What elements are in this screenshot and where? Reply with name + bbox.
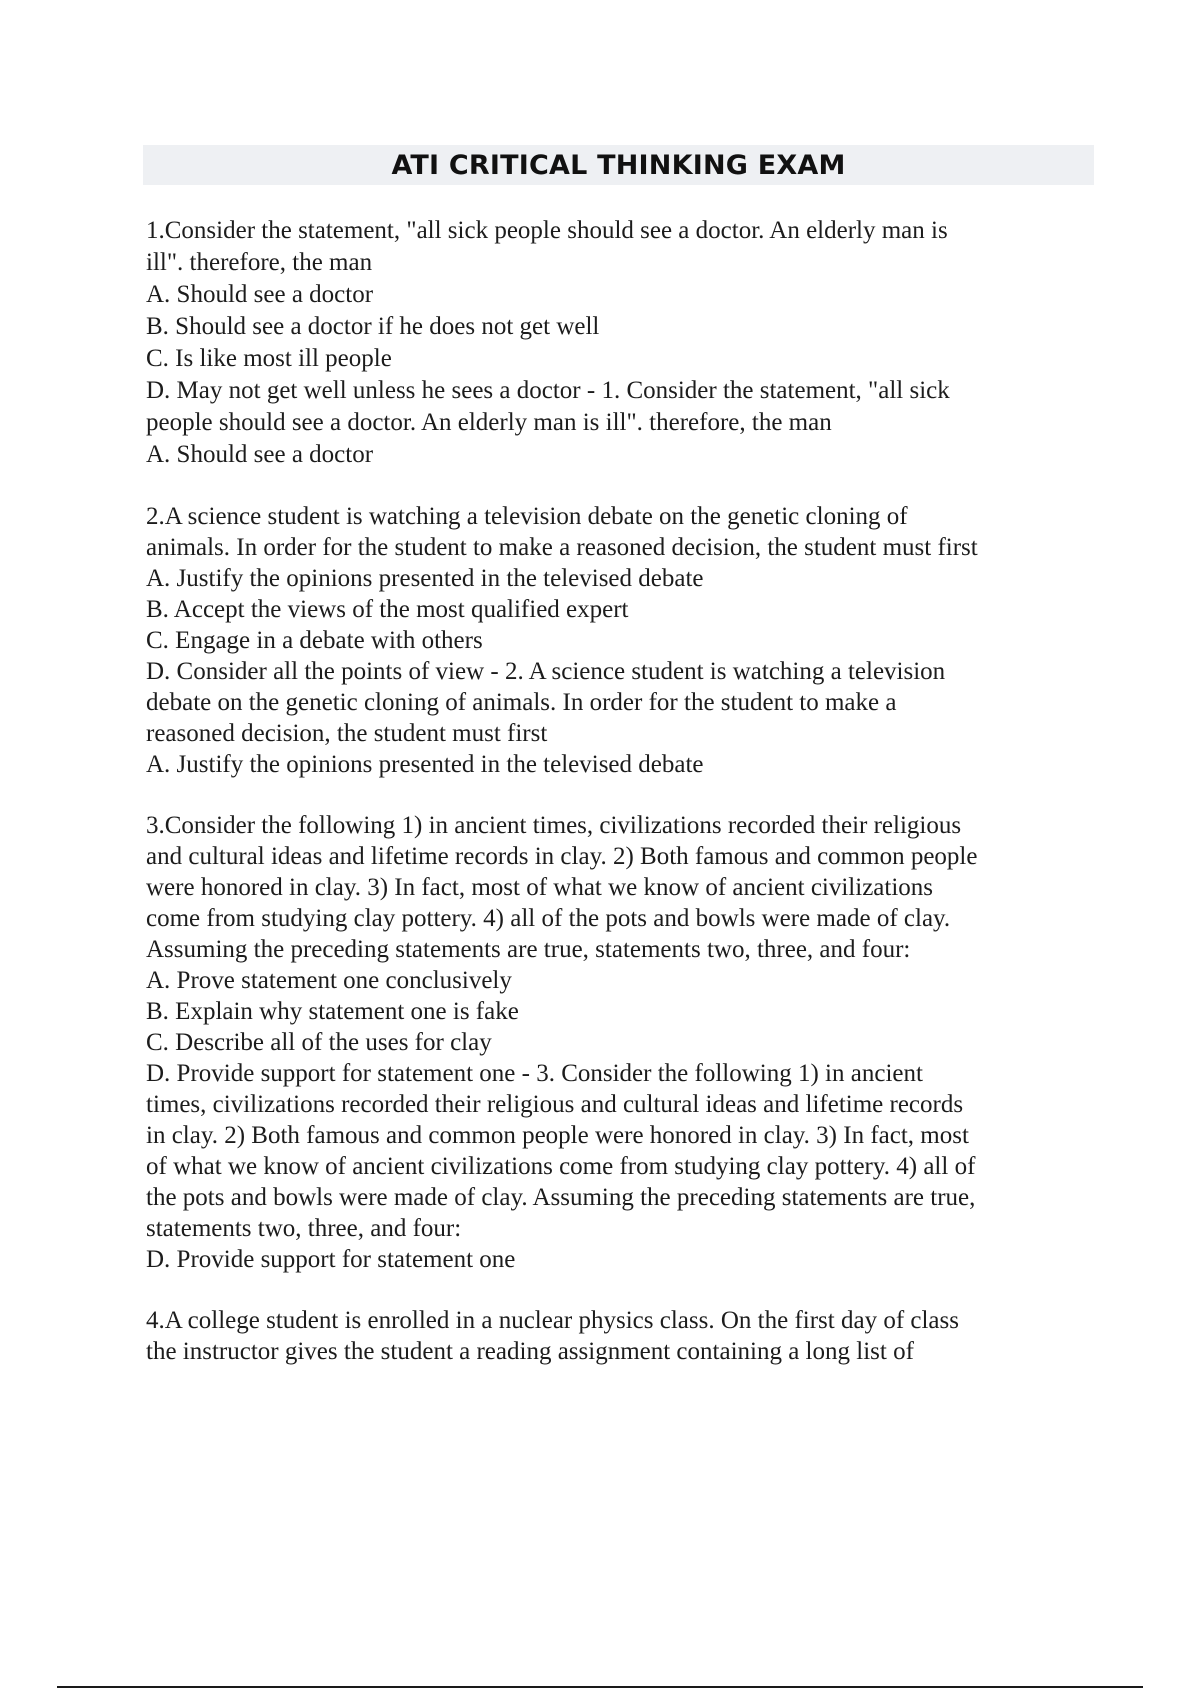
question-line: the instructor gives the student a reading assignment containing a long list of [146,1338,914,1365]
question-line: and cultural ideas and lifetime records in clay. 2) Both famous and common people [146,843,978,870]
answer-option: A. Prove statement one conclusively [146,967,512,994]
question-line: reasoned decision, the student must first [146,720,548,747]
answer-option: B. Accept the views of the most qualified expert [146,596,629,623]
question-line: statements two, three, and four: [146,1215,462,1242]
question-line: times, civilizations recorded their religious and cultural ideas and lifetime records [146,1091,964,1118]
question-line: ill". therefore, the man [146,249,373,276]
page-title: ATI CRITICAL THINKING EXAM [391,149,846,181]
question-line: 3.Consider the following 1) in ancient times, civilizations recorded their religious [146,812,962,839]
correct-answer: A. Should see a doctor [146,441,374,468]
question-line: were honored in clay. 3) In fact, most of what we know of ancient civilizations [146,874,934,901]
question-line: come from studying clay pottery. 4) all of the pots and bowls were made of clay. [146,905,951,932]
correct-answer: D. Provide support for statement one [146,1246,516,1273]
question-1 [146,215,1096,471]
question-line: of what we know of ancient civilizations come from studying clay pottery. 4) all of [146,1153,976,1180]
question-line: the pots and bowls were made of clay. Assuming the preceding statements are true, [146,1184,976,1211]
answer-option: A. Justify the opinions presented in the televised debate [146,565,704,592]
question-4 [146,1305,1096,1367]
answer-option: D. Consider all the points of view - 2. A science student is watching a television [146,658,946,685]
correct-answer: A. Justify the opinions presented in the televised debate [146,751,704,778]
answer-option: C. Describe all of the uses for clay [146,1029,492,1056]
answer-option: D. May not get well unless he sees a doctor - 1. Consider the statement, "all sick [146,377,950,404]
question-3 [146,810,1096,1275]
question-line: animals. In order for the student to make a reasoned decision, the student must first [146,534,978,561]
title-band [143,145,1094,185]
answer-option: C. Engage in a debate with others [146,627,483,654]
answer-option: D. Provide support for statement one - 3. Consider the following 1) in ancient [146,1060,923,1087]
answer-option: C. Is like most ill people [146,345,392,372]
question-2 [146,501,1096,780]
document-body [146,215,1096,1397]
question-line: 4.A college student is enrolled in a nuclear physics class. On the first day of class [146,1307,959,1334]
question-line: 1.Consider the statement, "all sick people should see a doctor. An elderly man is [146,217,948,244]
question-line: people should see a doctor. An elderly man is ill". therefore, the man [146,409,832,436]
footer-divider [57,1686,1143,1688]
question-line: 2.A science student is watching a television debate on the genetic cloning of [146,503,908,530]
answer-option: B. Should see a doctor if he does not get well [146,313,600,340]
question-line: Assuming the preceding statements are true, statements two, three, and four: [146,936,911,963]
answer-option: B. Explain why statement one is fake [146,998,519,1025]
question-line: in clay. 2) Both famous and common people were honored in clay. 3) In fact, most [146,1122,969,1149]
question-line: debate on the genetic cloning of animals. In order for the student to make a [146,689,897,716]
answer-option: A. Should see a doctor [146,281,374,308]
